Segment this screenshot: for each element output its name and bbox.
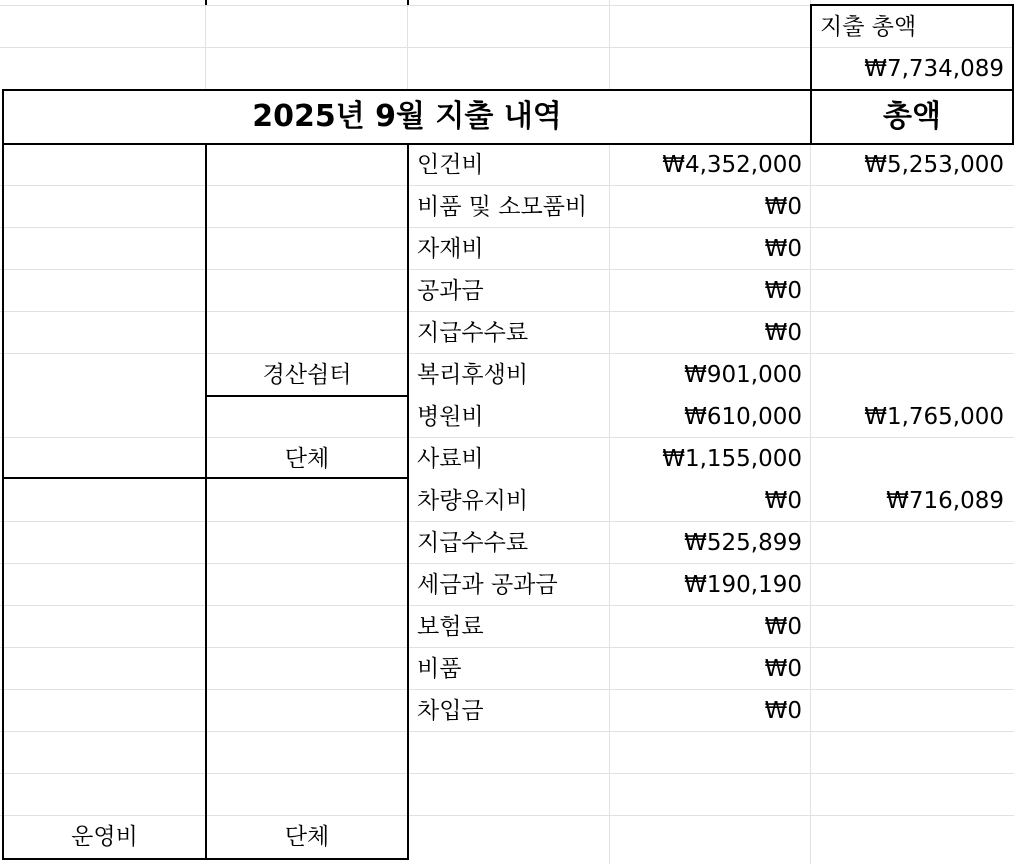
item-amount[interactable]: ₩0 bbox=[764, 614, 802, 640]
category-total[interactable]: ₩5,253,000 bbox=[864, 152, 1004, 178]
item-name[interactable]: 지급수수료 bbox=[417, 320, 529, 346]
gridline bbox=[205, 0, 206, 90]
item-amount[interactable]: ₩0 bbox=[764, 236, 802, 262]
item-name[interactable]: 비품 bbox=[417, 656, 462, 682]
item-amount[interactable]: ₩4,352,000 bbox=[662, 152, 802, 178]
category-name[interactable]: 경산쉼터 bbox=[262, 362, 352, 388]
item-name[interactable]: 차입금 bbox=[417, 698, 484, 724]
total-column-header[interactable]: 총액 bbox=[883, 99, 941, 134]
item-name[interactable]: 공과금 bbox=[417, 278, 484, 304]
category-total[interactable]: ₩716,089 bbox=[886, 488, 1004, 514]
item-amount[interactable]: ₩0 bbox=[764, 698, 802, 724]
item-amount[interactable]: ₩1,155,000 bbox=[662, 446, 802, 472]
category-total[interactable]: ₩1,765,000 bbox=[864, 404, 1004, 430]
item-amount[interactable]: ₩190,190 bbox=[684, 572, 802, 598]
item-name[interactable]: 자재비 bbox=[417, 236, 484, 262]
item-amount[interactable]: ₩0 bbox=[764, 656, 802, 682]
item-name[interactable]: 인건비 bbox=[417, 152, 484, 178]
item-name[interactable]: 병원비 bbox=[417, 404, 484, 430]
total-spend-label[interactable]: 지출 총액 bbox=[820, 14, 917, 40]
item-amount[interactable]: ₩0 bbox=[764, 320, 802, 346]
item-name[interactable]: 비품 및 소모품비 bbox=[417, 194, 588, 220]
item-name[interactable]: 사료비 bbox=[417, 446, 484, 472]
category-name[interactable]: 단체 bbox=[284, 446, 330, 472]
gridline bbox=[407, 0, 408, 90]
sheet-title[interactable]: 2025년 9월 지출 내역 bbox=[252, 99, 562, 134]
item-name[interactable]: 지급수수료 bbox=[417, 530, 529, 556]
item-amount[interactable]: ₩901,000 bbox=[684, 362, 802, 388]
item-amount[interactable]: ₩0 bbox=[764, 278, 802, 304]
item-amount[interactable]: ₩0 bbox=[764, 488, 802, 514]
group-name[interactable]: 운영비 bbox=[71, 824, 138, 850]
item-name[interactable]: 세금과 공과금 bbox=[417, 572, 558, 598]
total-spend-value[interactable]: ₩7,734,089 bbox=[864, 56, 1004, 82]
item-amount[interactable]: ₩525,899 bbox=[684, 530, 802, 556]
item-name[interactable]: 차량유지비 bbox=[417, 488, 529, 514]
category-name[interactable]: 단체 bbox=[284, 824, 330, 850]
item-name[interactable]: 복리후생비 bbox=[417, 362, 529, 388]
item-name[interactable]: 보험료 bbox=[417, 614, 484, 640]
item-amount[interactable]: ₩0 bbox=[764, 194, 802, 220]
gridline bbox=[0, 773, 1014, 774]
item-amount[interactable]: ₩610,000 bbox=[684, 404, 802, 430]
